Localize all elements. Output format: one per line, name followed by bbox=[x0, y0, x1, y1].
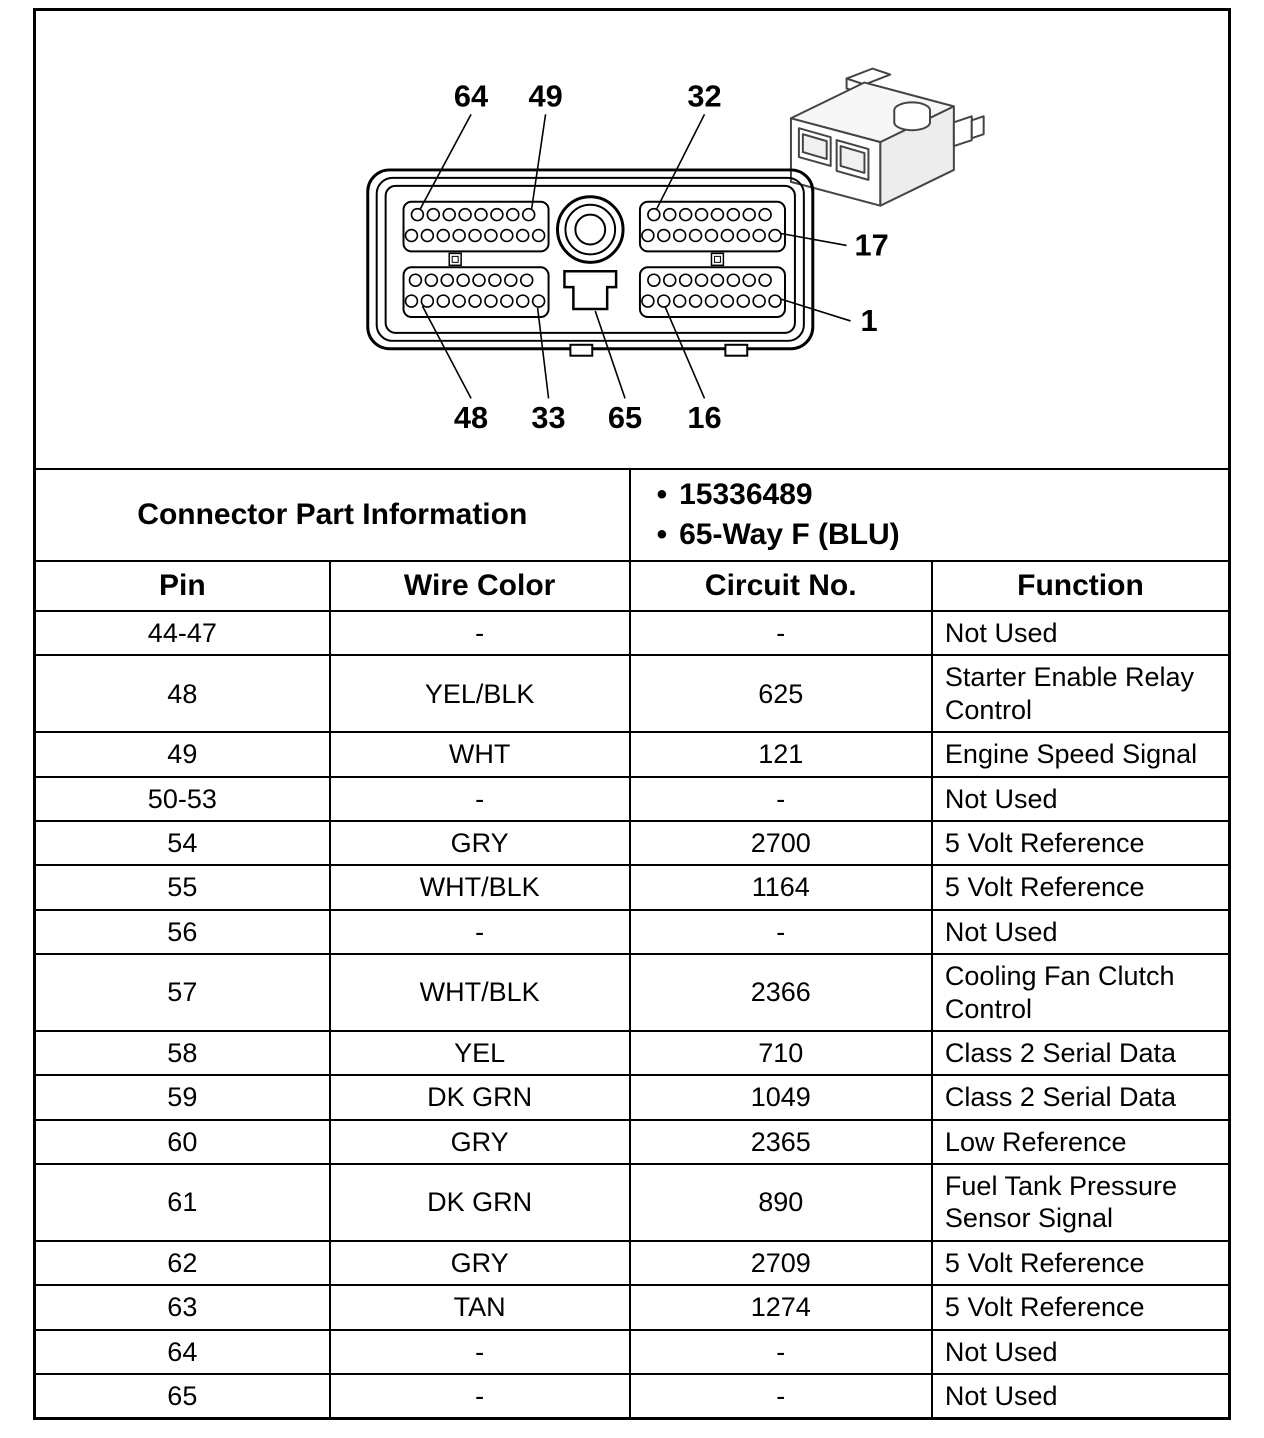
table-header-row bbox=[35, 561, 1230, 611]
cell-pin: 61 bbox=[35, 1164, 330, 1241]
col-header-function: Function bbox=[932, 561, 1230, 611]
cell-pin: 50-53 bbox=[35, 777, 330, 821]
callout-label-48: 48 bbox=[453, 400, 489, 436]
callout-line bbox=[781, 299, 851, 321]
callout-line bbox=[420, 114, 471, 208]
pin-hole bbox=[664, 209, 676, 221]
callout-label-33: 33 bbox=[531, 400, 566, 436]
callout-leaders bbox=[420, 114, 850, 398]
pin-hole bbox=[658, 295, 670, 307]
pin-hole bbox=[711, 209, 723, 221]
pin-hole bbox=[485, 295, 497, 307]
pin-hole bbox=[421, 230, 433, 242]
callout-line bbox=[538, 308, 549, 398]
pin-hole bbox=[521, 274, 533, 286]
cell-function: Low Reference bbox=[932, 1120, 1230, 1164]
pin-hole bbox=[706, 230, 718, 242]
pin-hole bbox=[453, 295, 465, 307]
pin-hole bbox=[501, 295, 513, 307]
bullet-icon: • bbox=[656, 518, 668, 551]
cell-function: Engine Speed Signal bbox=[932, 732, 1230, 776]
cell-circuit-no: 625 bbox=[630, 655, 932, 732]
index-key bbox=[711, 253, 723, 265]
pin-hole bbox=[491, 209, 503, 221]
keyway-slot bbox=[564, 271, 616, 309]
table-row bbox=[35, 910, 1230, 954]
table-row bbox=[35, 1330, 1230, 1374]
connector-part-info-title: Connector Part Information bbox=[35, 469, 630, 561]
cell-wire-color: WHT/BLK bbox=[330, 954, 630, 1031]
pin-hole bbox=[459, 209, 471, 221]
cell-pin: 48 bbox=[35, 655, 330, 732]
table-row bbox=[35, 1374, 1230, 1419]
cell-function: Class 2 Serial Data bbox=[932, 1031, 1230, 1075]
connector-pinout-table bbox=[33, 8, 1231, 1420]
connector-type-text: 65-Way F (BLU) bbox=[679, 518, 900, 551]
table-row bbox=[35, 1075, 1230, 1119]
cell-wire-color: WHT bbox=[330, 732, 630, 776]
cell-function: 5 Volt Reference bbox=[932, 821, 1230, 865]
col-header-circuit-no: Circuit No. bbox=[630, 561, 932, 611]
cell-circuit-no: 1274 bbox=[630, 1285, 932, 1329]
pin-hole bbox=[533, 295, 545, 307]
pin-hole bbox=[721, 230, 733, 242]
table-row bbox=[35, 821, 1230, 865]
cell-pin: 60 bbox=[35, 1120, 330, 1164]
callout-line bbox=[657, 114, 705, 208]
pin-hole bbox=[743, 209, 755, 221]
pin-hole bbox=[680, 209, 692, 221]
table-row bbox=[35, 1241, 1230, 1285]
diagram-row bbox=[35, 10, 1230, 470]
pin-hole bbox=[427, 209, 439, 221]
pin-hole bbox=[680, 274, 692, 286]
pin-hole bbox=[406, 230, 418, 242]
connector-part-info-row bbox=[35, 469, 1230, 561]
pin-hole bbox=[727, 274, 739, 286]
cell-circuit-no: 2366 bbox=[630, 954, 932, 1031]
cell-wire-color: TAN bbox=[330, 1285, 630, 1329]
cell-circuit-no: 2700 bbox=[630, 821, 932, 865]
cell-wire-color: GRY bbox=[330, 821, 630, 865]
table-row bbox=[35, 865, 1230, 909]
table-row bbox=[35, 655, 1230, 732]
cell-circuit-no: - bbox=[630, 611, 932, 655]
cell-wire-color: GRY bbox=[330, 1120, 630, 1164]
bullet-icon: • bbox=[656, 477, 668, 511]
callout-line bbox=[665, 306, 705, 398]
cell-function: 5 Volt Reference bbox=[932, 865, 1230, 909]
cell-wire-color: DK GRN bbox=[330, 1075, 630, 1119]
table-row bbox=[35, 1285, 1230, 1329]
pin-hole bbox=[517, 230, 529, 242]
pin-hole bbox=[409, 274, 421, 286]
table-row bbox=[35, 1120, 1230, 1164]
pin-hole bbox=[769, 295, 781, 307]
pin-hole bbox=[727, 209, 739, 221]
cell-wire-color: - bbox=[330, 777, 630, 821]
cell-wire-color: DK GRN bbox=[330, 1164, 630, 1241]
pin-hole bbox=[507, 209, 519, 221]
cell-pin: 49 bbox=[35, 732, 330, 776]
pin-hole bbox=[457, 274, 469, 286]
mount-tab bbox=[725, 345, 747, 356]
connector-face-diagram bbox=[36, 11, 1228, 463]
cell-function: Not Used bbox=[932, 910, 1230, 954]
callout-label-1: 1 bbox=[860, 302, 878, 338]
pin-hole bbox=[642, 295, 654, 307]
cell-circuit-no: - bbox=[630, 1330, 932, 1374]
callout-line bbox=[422, 306, 471, 398]
cell-wire-color: - bbox=[330, 611, 630, 655]
col-header-wire-color: Wire Color bbox=[330, 561, 630, 611]
pin-hole bbox=[743, 274, 755, 286]
pin-hole bbox=[517, 295, 529, 307]
connector-diagram-cell bbox=[35, 10, 1230, 470]
cell-pin: 65 bbox=[35, 1374, 330, 1419]
cell-circuit-no: 2709 bbox=[630, 1241, 932, 1285]
cell-circuit-no: 890 bbox=[630, 1164, 932, 1241]
connector-part-number bbox=[657, 475, 1227, 516]
pin-hole bbox=[421, 295, 433, 307]
pin-hole bbox=[523, 209, 535, 221]
pin-hole bbox=[690, 230, 702, 242]
cell-pin: 64 bbox=[35, 1330, 330, 1374]
pin-hole bbox=[533, 230, 545, 242]
pin-hole bbox=[759, 274, 771, 286]
pin-hole bbox=[501, 230, 513, 242]
pin-hole bbox=[658, 230, 670, 242]
callout-label-17: 17 bbox=[854, 227, 889, 263]
cell-function: Fuel Tank Pressure Sensor Signal bbox=[932, 1164, 1230, 1241]
connector-type bbox=[657, 515, 1227, 556]
table-row bbox=[35, 1164, 1230, 1241]
pin-hole bbox=[489, 274, 501, 286]
cell-function: 5 Volt Reference bbox=[932, 1285, 1230, 1329]
cell-function: Not Used bbox=[932, 1374, 1230, 1419]
pin-hole bbox=[469, 230, 481, 242]
cell-wire-color: - bbox=[330, 910, 630, 954]
cell-pin: 44-47 bbox=[35, 611, 330, 655]
cell-pin: 59 bbox=[35, 1075, 330, 1119]
pin-hole bbox=[648, 209, 660, 221]
cell-pin: 54 bbox=[35, 821, 330, 865]
pin-hole bbox=[721, 295, 733, 307]
cell-function: Starter Enable Relay Control bbox=[932, 655, 1230, 732]
pin-hole bbox=[753, 295, 765, 307]
cell-function: Not Used bbox=[932, 1330, 1230, 1374]
cell-pin: 62 bbox=[35, 1241, 330, 1285]
connector-part-details bbox=[630, 469, 1230, 561]
pin-hole bbox=[753, 230, 765, 242]
pin-hole bbox=[642, 230, 654, 242]
cell-wire-color: - bbox=[330, 1330, 630, 1374]
pin-hole bbox=[759, 209, 771, 221]
table-row bbox=[35, 732, 1230, 776]
callout-label-64: 64 bbox=[453, 78, 489, 114]
cell-pin: 56 bbox=[35, 910, 330, 954]
pin-hole bbox=[696, 209, 708, 221]
cell-pin: 58 bbox=[35, 1031, 330, 1075]
table-row bbox=[35, 611, 1230, 655]
pin-hole bbox=[437, 295, 449, 307]
cell-wire-color: - bbox=[330, 1374, 630, 1419]
cell-function: Not Used bbox=[932, 611, 1230, 655]
cell-function: Cooling Fan Clutch Control bbox=[932, 954, 1230, 1031]
pin-hole bbox=[664, 274, 676, 286]
mount-tab bbox=[570, 345, 592, 356]
cell-circuit-no: 2365 bbox=[630, 1120, 932, 1164]
cell-wire-color: YEL/BLK bbox=[330, 655, 630, 732]
pin-hole bbox=[473, 274, 485, 286]
cell-circuit-no: 710 bbox=[630, 1031, 932, 1075]
cell-function: Not Used bbox=[932, 777, 1230, 821]
pin-hole bbox=[696, 274, 708, 286]
callout-line bbox=[595, 311, 625, 398]
pin-hole bbox=[406, 295, 418, 307]
pin-hole bbox=[437, 230, 449, 242]
pin-hole bbox=[674, 230, 686, 242]
center-alignment-tower bbox=[557, 197, 623, 309]
cell-function: Class 2 Serial Data bbox=[932, 1075, 1230, 1119]
pin-hole bbox=[443, 209, 455, 221]
cell-circuit-no: - bbox=[630, 1374, 932, 1419]
pin-hole bbox=[441, 274, 453, 286]
cell-wire-color: YEL bbox=[330, 1031, 630, 1075]
cell-circuit-no: 1049 bbox=[630, 1075, 932, 1119]
cell-circuit-no: 1164 bbox=[630, 865, 932, 909]
cell-pin: 63 bbox=[35, 1285, 330, 1329]
pin-hole bbox=[737, 230, 749, 242]
cell-wire-color: WHT/BLK bbox=[330, 865, 630, 909]
col-header-pin: Pin bbox=[35, 561, 330, 611]
pin-hole bbox=[505, 274, 517, 286]
callout-label-32: 32 bbox=[687, 78, 722, 114]
cell-pin: 57 bbox=[35, 954, 330, 1031]
callout-label-65: 65 bbox=[607, 400, 643, 436]
pin-hole bbox=[485, 230, 497, 242]
table-row bbox=[35, 1031, 1230, 1075]
connector-isometric-view bbox=[791, 69, 984, 206]
pin-hole bbox=[469, 295, 481, 307]
cell-function: 5 Volt Reference bbox=[932, 1241, 1230, 1285]
pin-hole bbox=[648, 274, 660, 286]
pin-hole bbox=[453, 230, 465, 242]
index-key bbox=[449, 253, 461, 265]
callout-label-16: 16 bbox=[687, 400, 722, 436]
cell-circuit-no: 121 bbox=[630, 732, 932, 776]
pin-hole bbox=[674, 295, 686, 307]
pin-hole bbox=[737, 295, 749, 307]
pin-hole bbox=[425, 274, 437, 286]
cell-circuit-no: - bbox=[630, 777, 932, 821]
cell-wire-color: GRY bbox=[330, 1241, 630, 1285]
pin-hole bbox=[475, 209, 487, 221]
connector-part-number-text: 15336489 bbox=[679, 477, 813, 511]
pin-hole bbox=[706, 295, 718, 307]
cell-circuit-no: - bbox=[630, 910, 932, 954]
table-row bbox=[35, 777, 1230, 821]
pin-hole bbox=[711, 274, 723, 286]
table-row bbox=[35, 954, 1230, 1031]
callout-line bbox=[532, 114, 546, 208]
pin-hole bbox=[690, 295, 702, 307]
pin-hole bbox=[411, 209, 423, 221]
cell-pin: 55 bbox=[35, 865, 330, 909]
callout-label-49: 49 bbox=[528, 78, 563, 114]
pin-hole bbox=[769, 230, 781, 242]
